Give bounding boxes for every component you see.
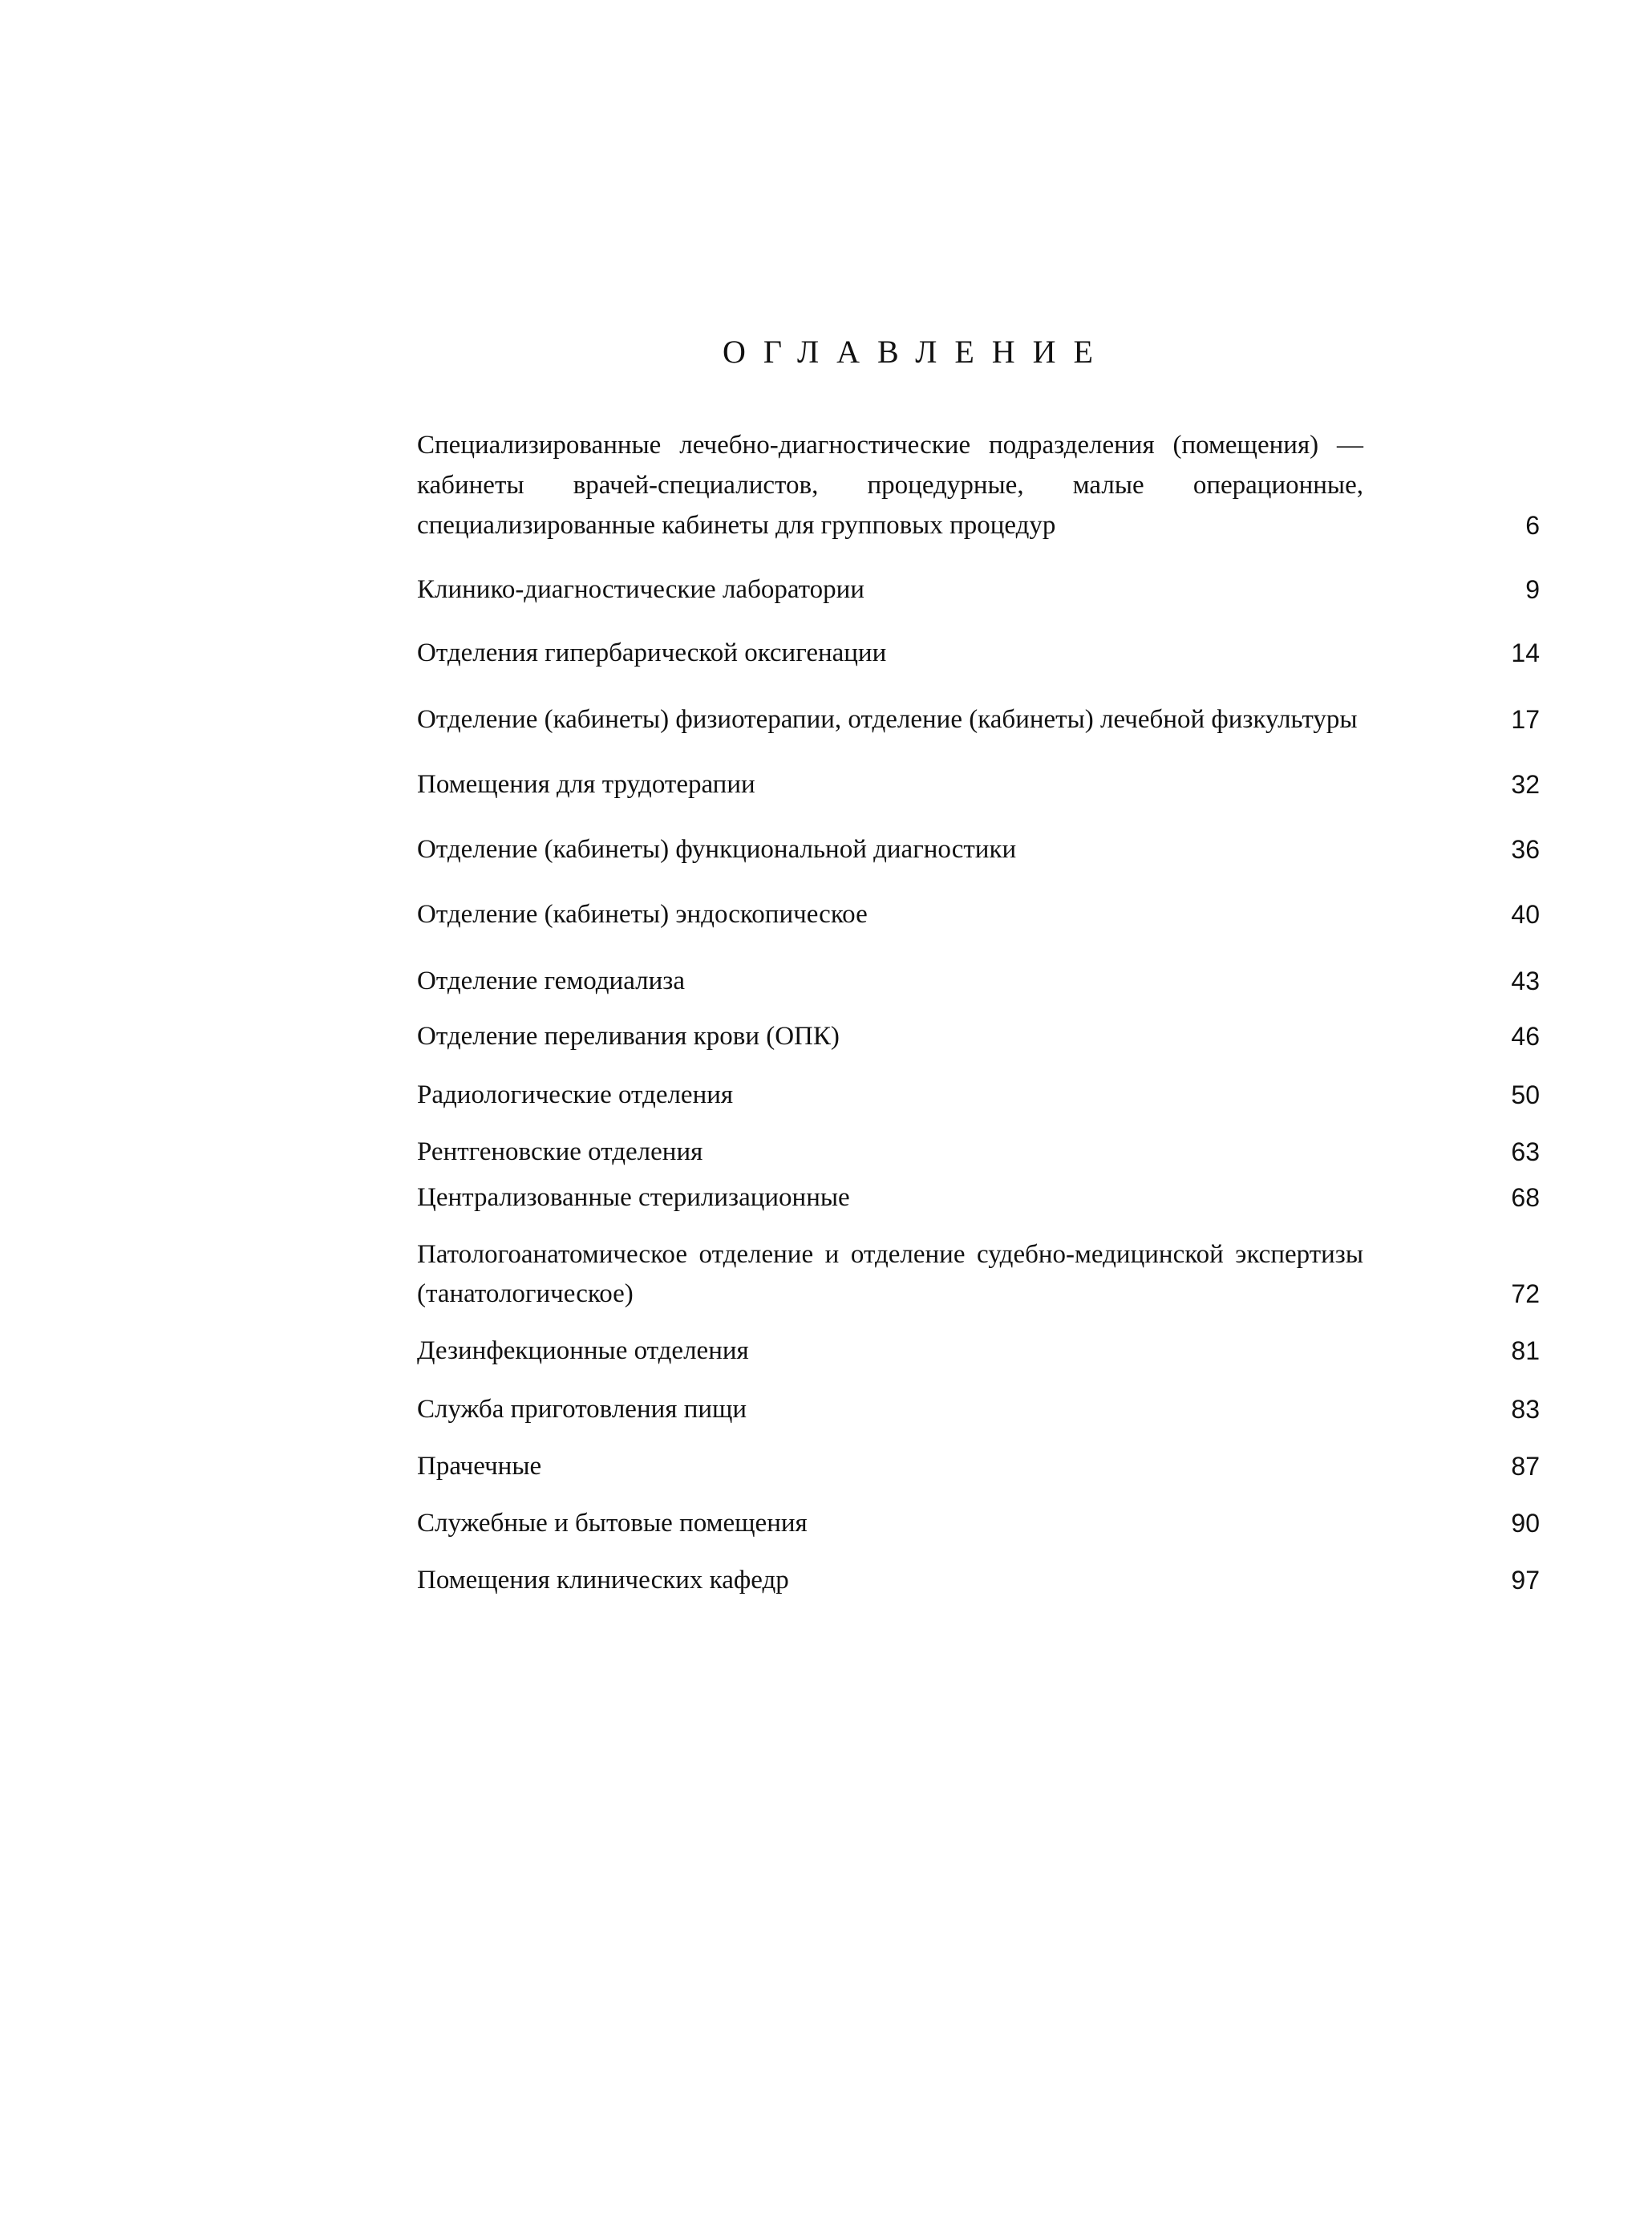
toc-entry-title: Специализированные лечебно-диагностические подразделения (помещения) — кабинеты врачей-специалистов, процедурные, малые операционные, специализированные кабинеты для групповых процедур — [417, 431, 1363, 540]
toc-entry — [417, 1447, 1540, 1486]
toc-entry-title: Централизованные стерилизационные — [417, 1183, 850, 1212]
toc-entry-title: Клинико-диагностические лаборатории — [417, 575, 864, 604]
toc-entry — [417, 1076, 1540, 1115]
toc-entry-page-number: 43 — [1511, 967, 1540, 995]
toc-entry — [417, 1133, 1540, 1172]
toc-entry-title: Служба приготовления пищи — [417, 1395, 747, 1424]
toc-entry-title: Помещения для трудотерапии — [417, 770, 755, 799]
toc-entry-title: Отделения гипербарической оксигенации — [417, 638, 887, 667]
toc-entry-page-number: 32 — [1511, 770, 1540, 799]
toc-entry — [417, 425, 1540, 545]
toc-entry-page-number: 72 — [1511, 1279, 1540, 1308]
table-of-contents — [417, 425, 1540, 1600]
toc-entry-page-number: 36 — [1511, 835, 1540, 864]
toc-entry-page-number: 46 — [1511, 1022, 1540, 1051]
toc-entry-title: Отделение переливания крови (ОПК) — [417, 1022, 840, 1051]
toc-entry — [417, 1504, 1540, 1543]
toc-entry-page-number: 87 — [1511, 1452, 1540, 1481]
toc-entry — [417, 570, 1540, 610]
toc-entry-title: Отделение (кабинеты) функциональной диагностики — [417, 835, 1017, 864]
toc-entry-title: Дезинфекционные отделения — [417, 1336, 749, 1365]
page-title: ОГЛАВЛЕНИЕ — [723, 333, 1111, 370]
toc-entry — [417, 1017, 1540, 1056]
toc-entry-page-number: 90 — [1511, 1509, 1540, 1538]
toc-entry — [417, 1390, 1540, 1429]
toc-entry-page-number: 17 — [1511, 705, 1540, 734]
toc-entry-title: Отделение (кабинеты) эндоскопическое — [417, 900, 868, 929]
toc-entry-page-number: 14 — [1511, 638, 1540, 667]
toc-entry-title: Радиологические отделения — [417, 1080, 734, 1109]
toc-entry-page-number: 97 — [1511, 1566, 1540, 1595]
toc-entry-title: Отделение (кабинеты) физиотерапии, отделение (кабинеты) лечебной физкультуры — [417, 705, 1358, 734]
toc-entry-title: Отделение гемодиализа — [417, 967, 685, 995]
toc-entry-page-number: 63 — [1511, 1137, 1540, 1166]
toc-entry — [417, 962, 1540, 1001]
toc-entry-page-number: 40 — [1511, 900, 1540, 929]
toc-entry-title: Прачечные — [417, 1452, 542, 1481]
toc-entry-page-number: 68 — [1511, 1183, 1540, 1212]
toc-entry-page-number: 9 — [1525, 575, 1540, 604]
toc-entry — [417, 830, 1540, 869]
toc-entry-title: Рентгеновские отделения — [417, 1137, 703, 1166]
toc-entry — [417, 765, 1540, 804]
toc-entry-title: Служебные и бытовые помещения — [417, 1509, 808, 1538]
toc-entry-title: Помещения клинических кафедр — [417, 1566, 789, 1595]
toc-entry-page-number: 83 — [1511, 1395, 1540, 1424]
toc-entry — [417, 1178, 1540, 1218]
toc-entry-page-number: 81 — [1511, 1336, 1540, 1365]
toc-entry — [417, 1331, 1540, 1371]
toc-entry-title: Патологоанатомическое отделение и отделение судебно-медицинской экспертизы (танатологическое) — [417, 1240, 1363, 1308]
toc-entry-page-number: 50 — [1511, 1080, 1540, 1109]
toc-entry — [417, 1561, 1540, 1600]
toc-entry — [417, 1235, 1540, 1314]
toc-entry — [417, 634, 1540, 673]
toc-entry — [417, 700, 1540, 740]
toc-entry-page-number: 6 — [1525, 511, 1540, 540]
toc-entry — [417, 895, 1540, 934]
